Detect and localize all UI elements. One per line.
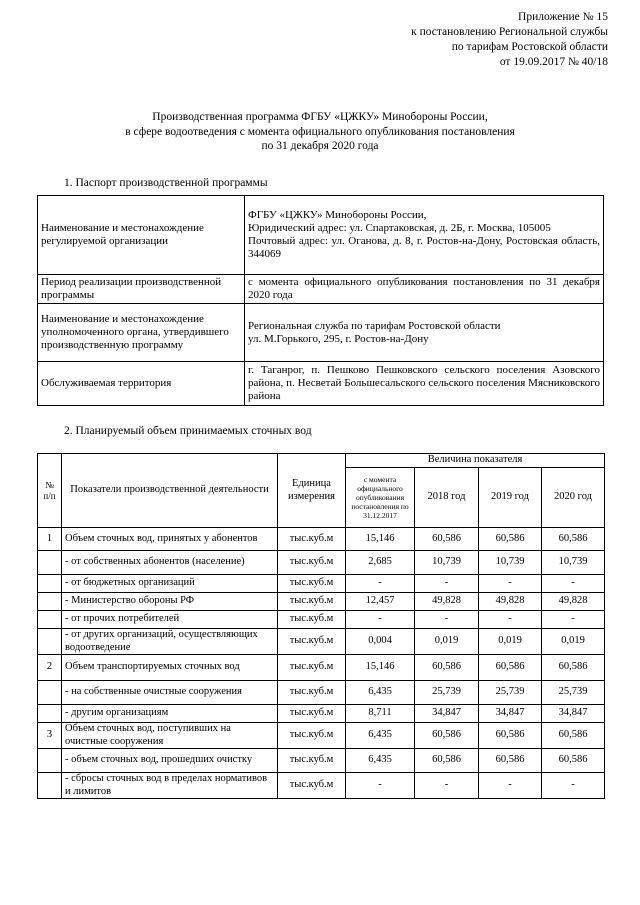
passport-value xyxy=(245,275,604,304)
row-num: 2 xyxy=(38,655,62,681)
row-indicator: - на собственные очистные сооружения xyxy=(62,681,278,705)
row-value-2019: 60,586 xyxy=(479,528,542,551)
row-value-2020: 60,586 xyxy=(542,528,605,551)
passport-label: Наименование и местонахождение регулируемой организации xyxy=(38,196,245,275)
table-row xyxy=(38,723,605,749)
row-value-2018: - xyxy=(415,611,479,629)
row-indicator: Объем транспортируемых сточных вод xyxy=(62,655,278,681)
row-value-2019: 60,586 xyxy=(479,655,542,681)
row-value-2019: 0,019 xyxy=(479,629,542,655)
row-unit: тыс.куб.м xyxy=(278,528,346,551)
row-value-2020: 49,828 xyxy=(542,593,605,611)
row-num xyxy=(38,773,62,799)
row-value-2018: - xyxy=(415,575,479,593)
row-indicator: - от собственных абонентов (население) xyxy=(62,551,278,575)
table-row xyxy=(38,593,605,611)
row-indicator: - сбросы сточных вод в пределах нормативов и лимитов xyxy=(62,773,278,799)
row-value-2020: 25,739 xyxy=(542,681,605,705)
passport-value xyxy=(245,304,604,362)
passport-value xyxy=(245,196,604,275)
row-value-2019: 25,739 xyxy=(479,681,542,705)
row-value-first: 0,004 xyxy=(346,629,415,655)
row-value-2018: 34,847 xyxy=(415,705,479,723)
passport-value xyxy=(245,362,604,406)
header-2019: 2019 год xyxy=(479,468,542,528)
header-num: № п/п xyxy=(38,454,62,528)
row-unit: тыс.куб.м xyxy=(278,629,346,655)
row-indicator: - от бюджетных организаций xyxy=(62,575,278,593)
row-unit: тыс.куб.м xyxy=(278,705,346,723)
row-unit: тыс.куб.м xyxy=(278,551,346,575)
passport-row xyxy=(38,362,604,406)
row-value-2018: 10,739 xyxy=(415,551,479,575)
passport-value-line: с момента официального опубликования постановления по 31 декабря 2020 года xyxy=(248,276,600,301)
row-num xyxy=(38,629,62,655)
volume-table-body xyxy=(38,528,605,799)
table-row xyxy=(38,749,605,773)
row-value-2018: 49,828 xyxy=(415,593,479,611)
appendix-line: Приложение № 15 xyxy=(518,11,608,23)
row-unit: тыс.куб.м xyxy=(278,655,346,681)
passport-table xyxy=(37,195,604,406)
volume-table xyxy=(37,453,605,799)
passport-value-line: Региональная служба по тарифам Ростовской области xyxy=(248,319,501,332)
table-row xyxy=(38,705,605,723)
row-value-2020: 60,586 xyxy=(542,723,605,749)
row-unit: тыс.куб.м xyxy=(278,749,346,773)
row-value-first: 15,146 xyxy=(346,655,415,681)
row-num xyxy=(38,551,62,575)
row-unit: тыс.куб.м xyxy=(278,593,346,611)
row-indicator: - Министерство обороны РФ xyxy=(62,593,278,611)
row-value-2020: 34,847 xyxy=(542,705,605,723)
row-value-first: 2,685 xyxy=(346,551,415,575)
passport-value-line: г. Таганрог, п. Пешково Пешковского сельского поселения Азовского района, п. Несветай Большесальского сельского поселения Мясниковского района xyxy=(248,364,600,402)
passport-label: Наименование и местонахождение уполномоченного органа, утвердившего производственную программу xyxy=(38,304,245,362)
table-row xyxy=(38,528,605,551)
row-value-first: 15,146 xyxy=(346,528,415,551)
table-row xyxy=(38,629,605,655)
row-indicator: Объем сточных вод, поступивших на очистные сооружения xyxy=(62,723,278,749)
row-indicator: - объем сточных вод, прошедших очистку xyxy=(62,749,278,773)
row-value-first: 6,435 xyxy=(346,749,415,773)
header-value-group: Величина показателя xyxy=(346,454,605,468)
row-value-2018: 0,019 xyxy=(415,629,479,655)
row-unit: тыс.куб.м xyxy=(278,773,346,799)
row-unit: тыс.куб.м xyxy=(278,681,346,705)
header-2018: 2018 год xyxy=(415,468,479,528)
row-num: 1 xyxy=(38,528,62,551)
row-value-first: 6,435 xyxy=(346,681,415,705)
row-value-2018: 60,586 xyxy=(415,749,479,773)
row-value-2018: - xyxy=(415,773,479,799)
row-unit: тыс.куб.м xyxy=(278,611,346,629)
row-value-2018: 25,739 xyxy=(415,681,479,705)
table-row xyxy=(38,655,605,681)
appendix-header xyxy=(308,10,608,70)
row-value-2019: 60,586 xyxy=(479,749,542,773)
table-row xyxy=(38,773,605,799)
row-value-first: 8,711 xyxy=(346,705,415,723)
row-value-2018: 60,586 xyxy=(415,528,479,551)
row-value-2020: 10,739 xyxy=(542,551,605,575)
row-value-2020: - xyxy=(542,773,605,799)
table-row xyxy=(38,611,605,629)
row-num xyxy=(38,749,62,773)
header-indicator: Показатели производственной деятельности xyxy=(62,454,278,528)
row-value-2018: 60,586 xyxy=(415,723,479,749)
row-num xyxy=(38,681,62,705)
row-value-2019: 10,739 xyxy=(479,551,542,575)
title-line: Производственная программа ФГБУ «ЦЖКУ» Минобороны России, xyxy=(152,111,488,123)
row-num xyxy=(38,593,62,611)
passport-row xyxy=(38,275,604,304)
row-indicator: - от других организаций, осуществляющих водоотведение xyxy=(62,629,278,655)
appendix-line: по тарифам Ростовской области xyxy=(451,41,608,53)
row-value-2020: 0,019 xyxy=(542,629,605,655)
header-unit: Единица измерения xyxy=(278,454,346,528)
row-value-2020: 60,586 xyxy=(542,655,605,681)
row-num: 3 xyxy=(38,723,62,749)
row-value-2020: 60,586 xyxy=(542,749,605,773)
passport-value-line: Почтовый адрес: ул. Оганова, д. 8, г. Ростов-на-Дону, Ростовская область, 344069 xyxy=(248,235,600,260)
table-row xyxy=(38,681,605,705)
appendix-line: от 19.09.2017 № 40/18 xyxy=(499,56,608,68)
row-value-first: 6,435 xyxy=(346,723,415,749)
passport-value-line: ФГБУ «ЦЖКУ» Минобороны России, xyxy=(248,209,427,221)
row-unit: тыс.куб.м xyxy=(278,723,346,749)
row-value-2019: - xyxy=(479,773,542,799)
header-row xyxy=(38,454,605,468)
section2-heading: 2. Планируемый объем принимаемых сточных вод xyxy=(64,425,312,437)
passport-value-line: Юридический адрес: ул. Спартаковская, д. 2Б, г. Москва, 105005 xyxy=(248,222,551,234)
row-value-2019: - xyxy=(479,611,542,629)
passport-row xyxy=(38,196,604,275)
header-period-first: с момента официального опубликования постановления по 31.12.2017 xyxy=(346,468,415,528)
row-num xyxy=(38,611,62,629)
row-value-2019: - xyxy=(479,575,542,593)
row-value-2020: - xyxy=(542,611,605,629)
row-num xyxy=(38,575,62,593)
title-line: в сфере водоотведения с момента официального опубликования постановления xyxy=(125,125,515,138)
row-value-2019: 49,828 xyxy=(479,593,542,611)
row-value-first: - xyxy=(346,575,415,593)
title-line: по 31 декабря 2020 года xyxy=(261,140,379,152)
passport-row xyxy=(38,304,604,362)
passport-label: Период реализации производственной программы xyxy=(38,275,245,304)
document-title xyxy=(40,110,600,154)
section1-heading: 1. Паспорт производственной программы xyxy=(64,177,268,189)
row-value-2019: 60,586 xyxy=(479,723,542,749)
row-unit: тыс.куб.м xyxy=(278,575,346,593)
row-value-first: 12,457 xyxy=(346,593,415,611)
table-row xyxy=(38,551,605,575)
appendix-line: к постановлению Региональной службы xyxy=(411,26,608,38)
passport-value-line: ул. М.Горького, 295, г. Ростов-на-Дону xyxy=(248,332,429,345)
row-value-2018: 60,586 xyxy=(415,655,479,681)
row-indicator: Объем сточных вод, принятых у абонентов xyxy=(62,528,278,551)
row-value-2020: - xyxy=(542,575,605,593)
row-indicator: - от прочих потребителей xyxy=(62,611,278,629)
row-value-first: - xyxy=(346,611,415,629)
row-value-first: - xyxy=(346,773,415,799)
row-value-2019: 34,847 xyxy=(479,705,542,723)
row-num xyxy=(38,705,62,723)
passport-label: Обслуживаемая территория xyxy=(38,362,245,406)
header-2020: 2020 год xyxy=(542,468,605,528)
table-row xyxy=(38,575,605,593)
row-indicator: - другим организациям xyxy=(62,705,278,723)
